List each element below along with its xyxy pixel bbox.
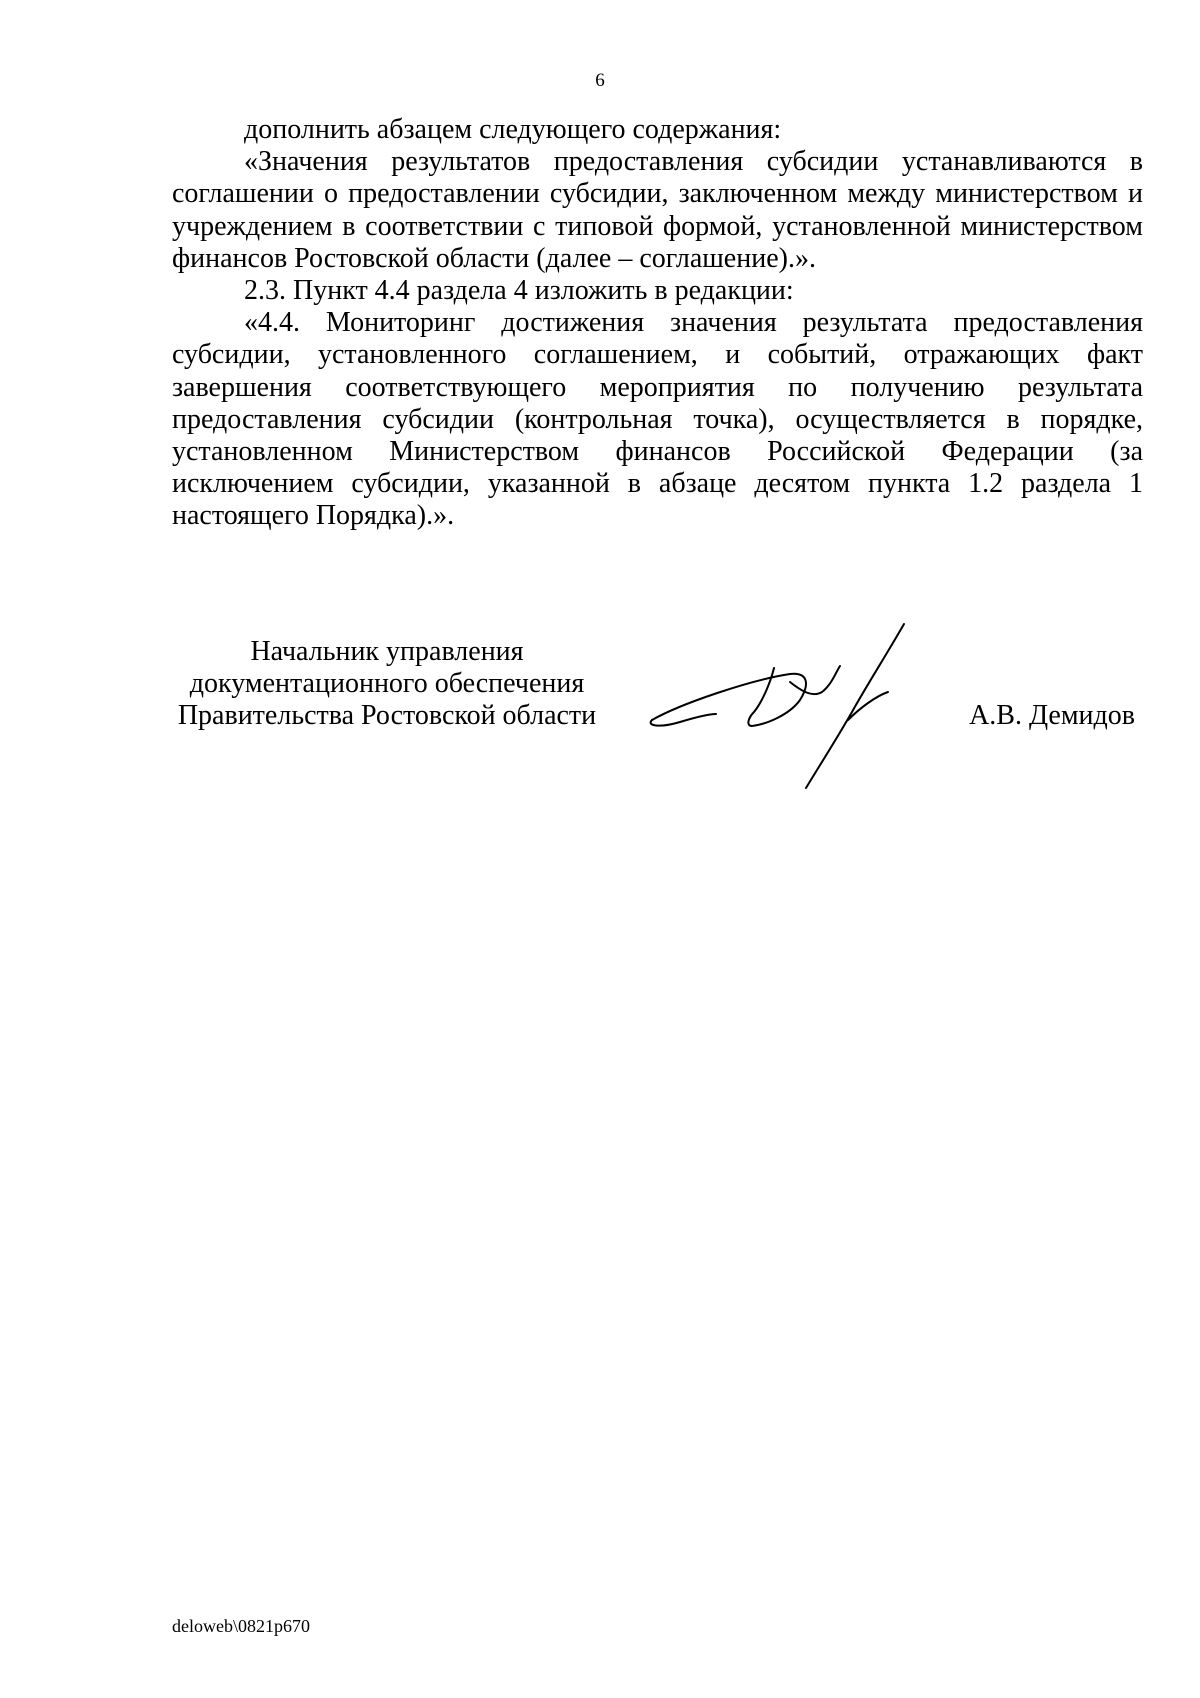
- document-body: [172, 114, 1143, 533]
- paragraph-intro: дополнить абзацем следующего содержания:: [244, 114, 782, 145]
- signature-block: [172, 636, 1143, 796]
- footer-document-code: deloweb\0821p670: [172, 1616, 310, 1636]
- page-number: 6: [595, 70, 605, 91]
- signer-position-line: документационного обеспечения: [189, 668, 585, 700]
- paragraph-item-2-3: 2.3. Пункт 4.4 раздела 4 изложить в редакции:: [244, 275, 794, 307]
- handwritten-signature: [640, 622, 930, 792]
- signer-name: А.В. Демидов: [969, 700, 1135, 731]
- signer-position: [172, 636, 602, 733]
- signer-position-line: Начальник управления: [250, 636, 524, 667]
- paragraph-item-4-4: «4.4. Мониторинг достижения значения результата предоставления субсидии, установленного соглашением, и событий, отражающих факт завершения соответствующего мероприятия по получению результата предоставления субсидии (контрольная точка), осуществляется в порядке, установленном Министерством финансов Российской Федерации (за исключением субсидии, указанной в абзаце десятом пункта 1.2 раздела 1 настоящего Порядка).».: [172, 307, 1143, 532]
- signer-position-line: Правительства Ростовской области: [177, 700, 597, 732]
- paragraph-subsidy-values: «Значения результатов предоставления субсидии устанавливаются в соглашении о предоставлении субсидии, заключенном между министерством и учреждением в соответствии с типовой формой, установленной министерством финансов Ростовской области (далее – соглашение).».: [172, 146, 1143, 274]
